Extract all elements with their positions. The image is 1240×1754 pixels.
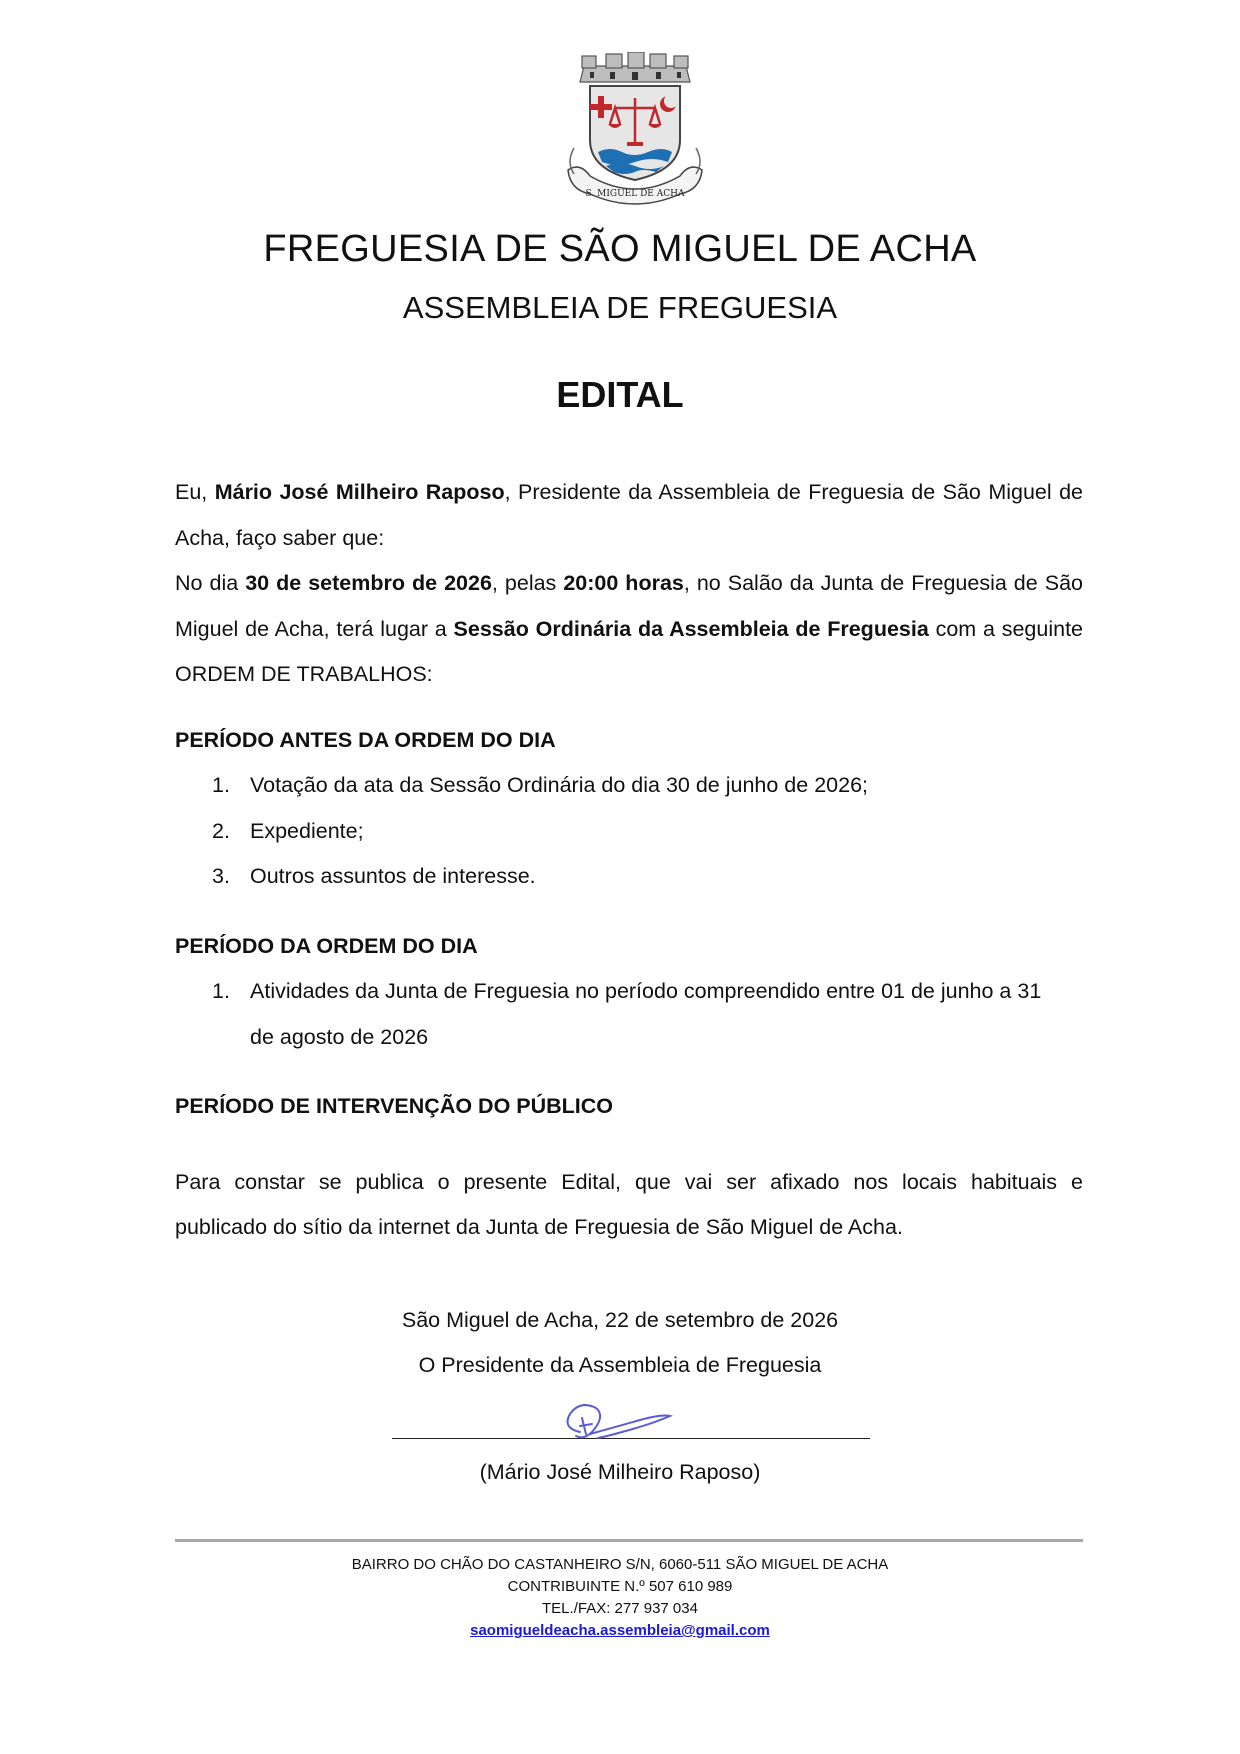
signer-role: O Presidente da Assembleia de Freguesia xyxy=(418,1353,822,1377)
intro-line-4: Miguel de Acha, terá lugar a Sessão Ordinária da Assembleia de Freguesia com a seguinte xyxy=(175,616,1083,641)
intro-line-5: ORDEM DE TRABALHOS: xyxy=(175,662,433,686)
intro-line-1: Eu, Mário José Milheiro Raposo, Presidente da Assembleia de Freguesia de São Miguel de xyxy=(175,480,1083,504)
footer-divider xyxy=(175,1539,1083,1542)
coat-of-arms-icon xyxy=(560,52,710,208)
footer xyxy=(0,1554,1240,1642)
section-public-intervention xyxy=(175,1084,1083,1130)
handwritten-signature-icon xyxy=(552,1398,682,1448)
document-body xyxy=(175,470,1083,1251)
list-item: 3. Outros assuntos de interesse. xyxy=(212,864,536,888)
footer-tax-id: CONTRIBUINTE N.º 507 610 989 xyxy=(507,1578,733,1595)
closing-paragraph: Para constar se publica o presente Edital, que vai ser afixado nos locais habituais e publicado do sítio da internet da Junta de Freguesia de São Miguel de Acha. xyxy=(175,1169,1083,1239)
section-before-agenda xyxy=(175,718,1083,900)
list-item: 1. Votação da ata da Sessão Ordinária do dia 30 de junho de 2026; xyxy=(212,773,868,797)
section-heading: PERÍODO DA ORDEM DO DIA xyxy=(175,933,478,958)
session-name: Sessão Ordinária da Assembleia de Freguesia xyxy=(453,616,929,641)
list-item: 2. Expediente; xyxy=(212,818,364,843)
place-and-date: São Miguel de Acha, 22 de setembro de 2026 xyxy=(401,1308,839,1332)
signature-area xyxy=(392,1398,870,1450)
section-heading: PERÍODO ANTES DA ORDEM DO DIA xyxy=(175,727,556,752)
session-date: 30 de setembro de 2026 xyxy=(245,571,492,595)
organization-subtitle: ASSEMBLEIA DE FREGUESIA xyxy=(402,290,838,325)
agenda-list xyxy=(175,969,1083,1060)
crest-motto: S. MIGUEL DE ACHA xyxy=(585,189,685,199)
section-agenda xyxy=(175,924,1083,1061)
organization-title: FREGUESIA DE SÃO MIGUEL DE ACHA xyxy=(263,228,977,270)
footer-address: BAIRRO DO CHÃO DO CASTANHEIRO S/N, 6060-511 SÃO MIGUEL DE ACHA xyxy=(351,1556,889,1573)
footer-email-link[interactable]: saomigueldeacha.assembleia@gmail.com xyxy=(470,1622,770,1639)
document-title: EDITAL xyxy=(556,374,684,415)
intro-line-2: Acha, faço saber que: xyxy=(175,525,385,550)
president-name: Mário José Milheiro Raposo xyxy=(214,480,505,504)
intro-line-3: No dia 30 de setembro de 2026, pelas 20:00 horas, no Salão da Junta de Freguesia de São xyxy=(175,571,1083,595)
agenda-list xyxy=(175,763,1083,900)
footer-phone: TEL./FAX: 277 937 034 xyxy=(542,1600,698,1617)
list-item: 1. Atividades da Junta de Freguesia no período compreendido entre 01 de junho a 31 de agosto de 2026 xyxy=(212,979,1042,1049)
section-heading: PERÍODO DE INTERVENÇÃO DO PÚBLICO xyxy=(175,1094,614,1118)
session-time: 20:00 horas xyxy=(563,571,684,595)
signer-name: (Mário José Milheiro Raposo) xyxy=(479,1460,761,1484)
